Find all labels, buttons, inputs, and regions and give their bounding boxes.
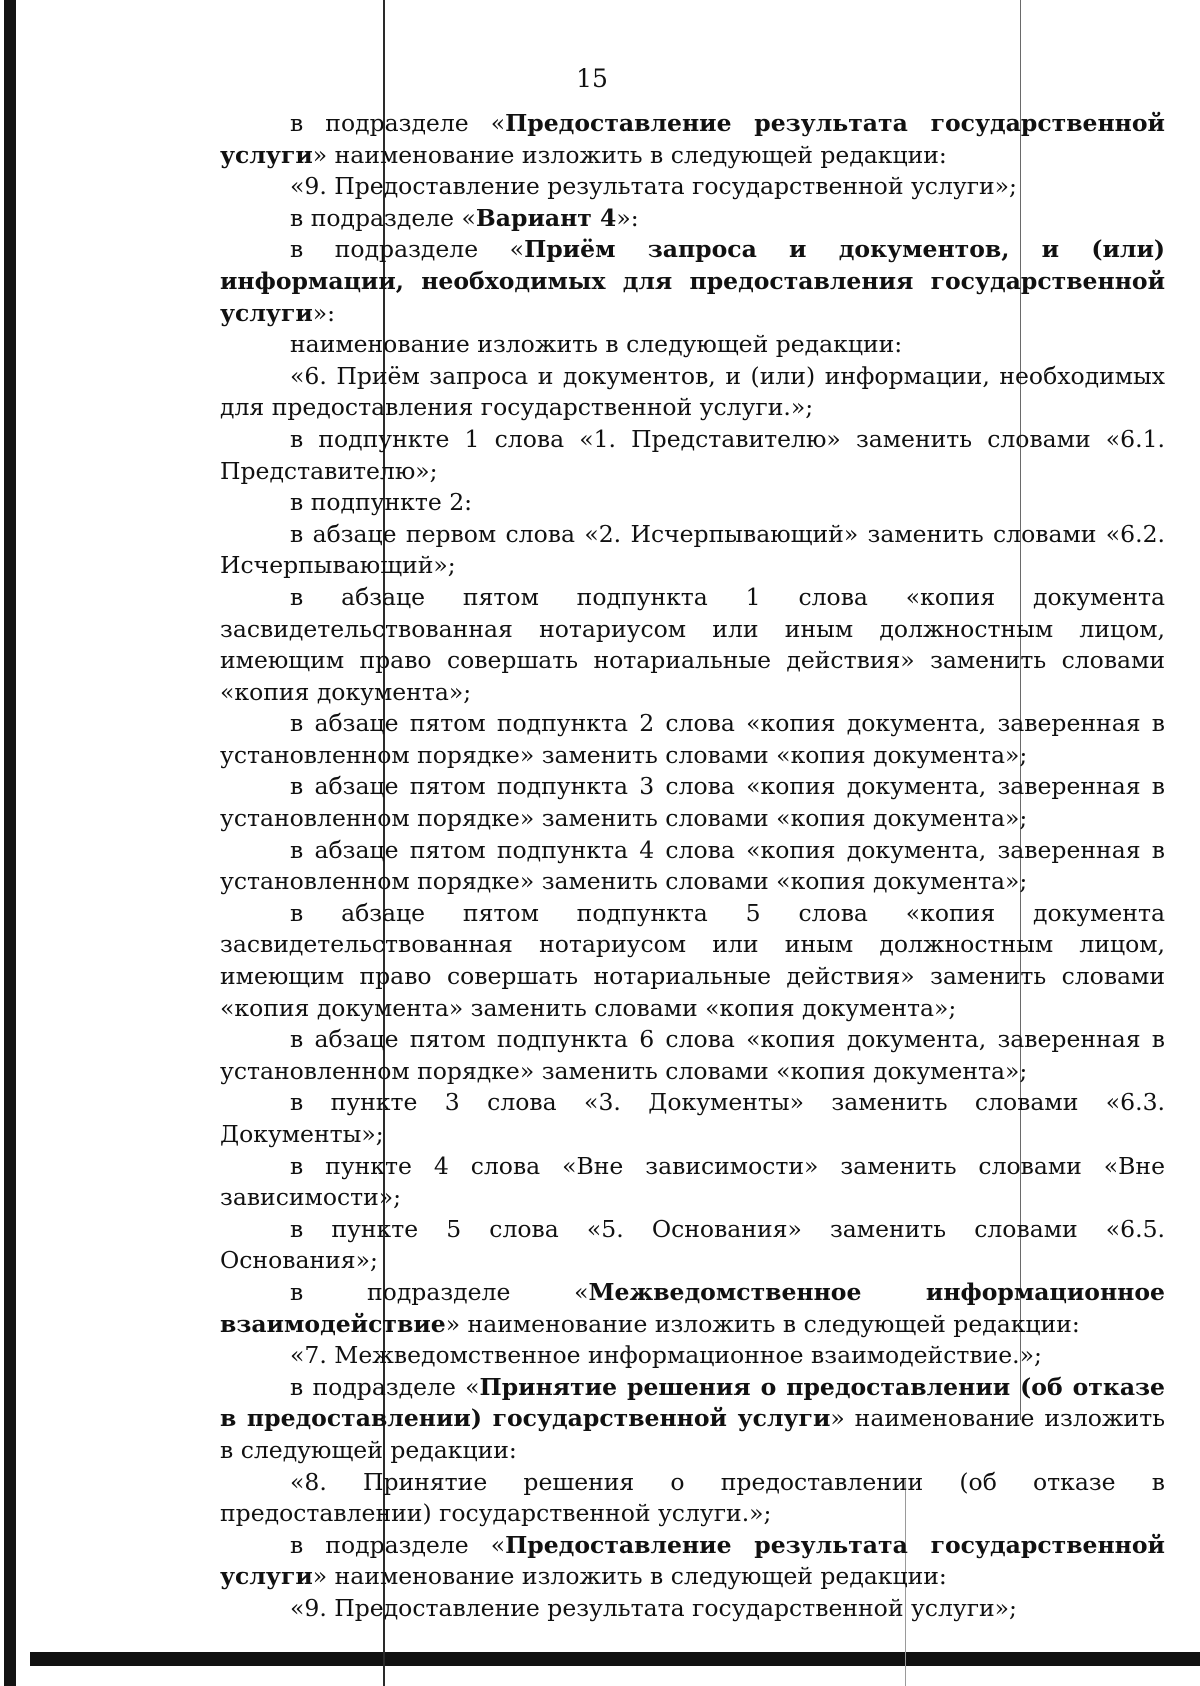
paragraph [220,1214,1165,1277]
text-run: в подразделе « [290,1277,589,1306]
text-run: » наименование изложить в следующей редакции: [445,1309,1080,1338]
text-run: «6. Приём запроса и документов, и (или) информации, необходимых для предоставления государственной услуги.»; [220,361,1165,422]
paragraph [220,361,1165,424]
bold-text: Вариант 4 [475,203,617,232]
text-run: »: [616,203,639,232]
text-run: в абзаце пятом подпункта 6 слова «копия документа, заверенная в установленном порядке» заменить словами «копия документа»; [220,1025,1165,1085]
bold-text: Предоставление результата государственной услуги [220,1530,1165,1591]
text-run: в абзаце пятом подпункта 5 слова «копия документа засвидетельствованная нотариусом или иным должностным лицом, имеющим право совершать нотариальные действия» заменить словами «копия документа» заменить словами «копия документа»; [220,898,1165,1022]
text-run: » наименование изложить в следующей редакции: [220,1404,1165,1464]
text-run: «7. Межведомственное информационное взаимодействие.»; [290,1341,1042,1370]
text-run: «9. Предоставление результата государственной услуги»; [290,172,1017,201]
paragraph [220,1593,1165,1625]
text-run: в подразделе « [290,235,525,264]
bold-text: Предоставление результата государственной услуги [220,109,1165,169]
paragraph [220,519,1165,582]
paragraph [220,234,1165,329]
text-run: » наименование изложить в следующей редакции: [312,1562,947,1591]
text-run: в пункте 3 слова «3. Документы» заменить словами «6.3. Документы»; [220,1088,1165,1148]
text-run: » наименование изложить в следующей редакции: [312,140,947,169]
text-run: в подпункте 2: [290,488,473,517]
paragraph [220,835,1165,898]
bold-text: Межведомственное информационное взаимодействие [220,1277,1165,1338]
text-run: в абзаце пятом подпункта 2 слова «копия документа, заверенная в установленном порядке» заменить словами «копия документа»; [220,709,1165,769]
text-run: в пункте 4 слова «Вне зависимости» заменить словами «Вне зависимости»; [220,1151,1165,1212]
text-run: в подразделе « [290,109,506,137]
paragraph [220,108,1165,171]
text-run: в подпункте 1 слова «1. Представителю» заменить словами «6.1. Представителю»; [220,424,1165,485]
paragraph [220,1277,1165,1340]
page-number-text: 15 [576,64,608,93]
text-run: «8. Принятие решения о предоставлении (об отказе в предоставлении) государственной услуги.»; [220,1467,1165,1528]
document-body [220,108,1165,1625]
paragraph [220,424,1165,487]
paragraph [220,771,1165,834]
paragraph [220,582,1165,708]
paragraph [220,171,1165,203]
text-run: в абзаце пятом подпункта 3 слова «копия документа, заверенная в установленном порядке» заменить словами «копия документа»; [220,772,1165,833]
text-run: в абзаце пятом подпункта 1 слова «копия документа засвидетельствованная нотариусом или иным должностным лицом, имеющим право совершать нотариальные действия» заменить словами «копия документа»; [220,582,1165,706]
text-run: в пункте 5 слова «5. Основания» заменить словами «6.5. Основания»; [220,1214,1165,1275]
text-run: в подразделе « [290,203,476,232]
paragraph [220,1530,1165,1593]
text-run: в абзаце пятом подпункта 4 слова «копия документа, заверенная в установленном порядке» заменить словами «копия документа»; [220,835,1165,896]
text-run: в подразделе « [290,1530,506,1559]
paragraph [220,203,1165,235]
bold-text: Приём запроса и документов, и (или) информации, необходимых для предоставления государственной услуги [220,235,1165,327]
paragraph [220,1024,1165,1087]
text-run: в подразделе « [290,1372,480,1401]
paragraph [220,1372,1165,1467]
page-number [0,64,1200,93]
paragraph [220,1467,1165,1530]
text-run: наименование изложить в следующей редакции: [290,330,903,359]
paragraph [220,1340,1165,1372]
scan-edge-left [4,0,16,1686]
paragraph [220,898,1165,1024]
paragraph [220,487,1165,519]
paragraph [220,708,1165,771]
text-run: »: [312,298,336,327]
paragraph [220,1087,1165,1150]
paragraph [220,1151,1165,1214]
scan-edge-bottom [30,1652,1200,1666]
text-run: в абзаце первом слова «2. Исчерпывающий» заменить словами «6.2. Исчерпывающий»; [220,519,1165,580]
bold-text: Принятие решения о предоставлении (об отказе в предоставлении) государственной услуги [220,1372,1165,1433]
paragraph [220,329,1165,361]
text-run: «9. Предоставление результата государственной услуги»; [290,1593,1017,1622]
